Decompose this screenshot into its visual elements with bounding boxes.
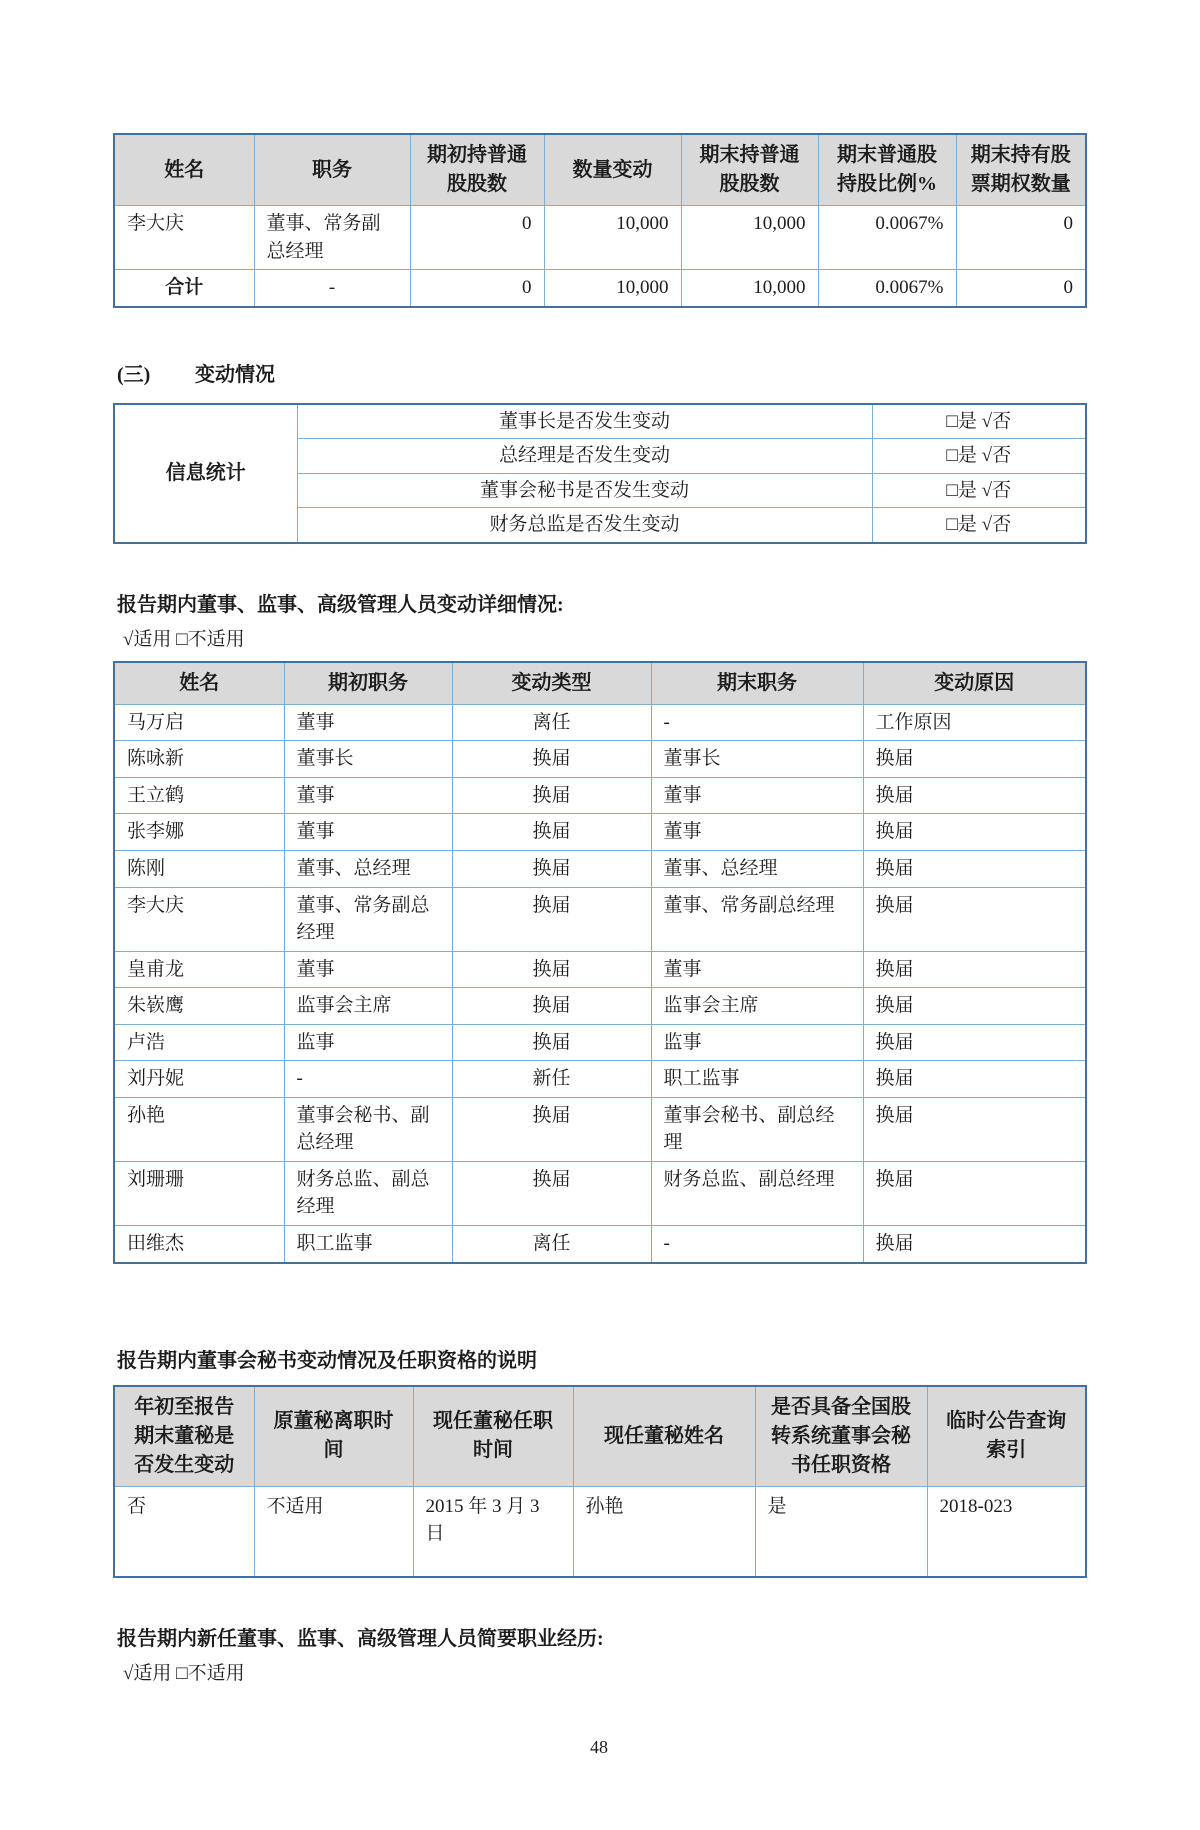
table-row xyxy=(114,814,1086,851)
section-heading xyxy=(117,358,1085,387)
cell-name: 田维杰 xyxy=(114,1226,284,1263)
table-row xyxy=(114,1161,1086,1225)
cell-end-position: 董事 xyxy=(651,814,863,851)
shareholding-table xyxy=(113,133,1087,308)
table-row xyxy=(114,1226,1086,1263)
cell-change-reason: 换届 xyxy=(863,741,1086,778)
table-row xyxy=(114,1061,1086,1098)
cell-end-position: 监事会主席 xyxy=(651,988,863,1025)
cell-change-type: 离任 xyxy=(452,704,651,741)
cell-change: 10,000 xyxy=(544,270,681,307)
cell-position: 董事、常务副总经理 xyxy=(254,206,410,270)
header-cell-change-reason: 变动原因 xyxy=(863,662,1086,705)
section-title: 变动情况 xyxy=(195,363,275,386)
cell-change-reason: 换届 xyxy=(863,851,1086,888)
header-cell-change-type: 变动类型 xyxy=(452,662,651,705)
table-row xyxy=(114,777,1086,814)
shareholding-header-row xyxy=(114,134,1086,206)
cell-former-leave-date: 不适用 xyxy=(254,1486,413,1577)
cell-change-type: 换届 xyxy=(452,1024,651,1061)
cell-name: 刘丹妮 xyxy=(114,1061,284,1098)
cell-options: 0 xyxy=(956,206,1086,270)
header-cell-former-leave-date: 原董秘离职时间 xyxy=(254,1386,413,1487)
secretary-header-row xyxy=(114,1386,1086,1487)
total-row xyxy=(114,270,1086,307)
cell-qualified: 是 xyxy=(755,1486,927,1577)
cell-change-type: 换届 xyxy=(452,988,651,1025)
cell-begin-position: 董事 xyxy=(284,777,452,814)
cell-change-type: 换届 xyxy=(452,1161,651,1225)
header-cell-position: 职务 xyxy=(254,134,410,206)
table-row xyxy=(114,741,1086,778)
header-cell-options: 期末持有股票期权数量 xyxy=(956,134,1086,206)
question-cell: 财务总监是否发生变动 xyxy=(297,508,872,543)
cell-begin-position: 董事 xyxy=(284,814,452,851)
cell-begin-position: 董事、总经理 xyxy=(284,851,452,888)
cell-name: 李大庆 xyxy=(114,887,284,951)
question-cell: 董事长是否发生变动 xyxy=(297,404,872,439)
page-number: 48 xyxy=(590,1736,608,1757)
cell-name: 马万启 xyxy=(114,704,284,741)
question-cell: 董事会秘书是否发生变动 xyxy=(297,473,872,508)
cell-end-position: 董事 xyxy=(651,777,863,814)
header-cell-begin-position: 期初职务 xyxy=(284,662,452,705)
cell-change-type: 离任 xyxy=(452,1226,651,1263)
cell-change-reason: 换届 xyxy=(863,814,1086,851)
cell-change-reason: 换届 xyxy=(863,1024,1086,1061)
cell-change-type: 换届 xyxy=(452,741,651,778)
info-statistics-label: 信息统计 xyxy=(114,404,297,543)
secretary-table xyxy=(113,1385,1087,1578)
cell-change-reason: 工作原因 xyxy=(863,704,1086,741)
cell-end-position: 董事、常务副总经理 xyxy=(651,887,863,951)
cell-changed: 否 xyxy=(114,1486,254,1577)
table-row xyxy=(114,1097,1086,1161)
cell-begin-position: 职工监事 xyxy=(284,1226,452,1263)
header-cell-announcement-index: 临时公告查询索引 xyxy=(927,1386,1086,1487)
header-cell-begin-shares: 期初持普通股股数 xyxy=(410,134,544,206)
cell-current-start-date: 2015 年 3 月 3 日 xyxy=(413,1486,573,1577)
cell-end-position: 财务总监、副总经理 xyxy=(651,1161,863,1225)
cell-end-position: 董事、总经理 xyxy=(651,851,863,888)
header-cell-end-position: 期末职务 xyxy=(651,662,863,705)
cell-change-reason: 换届 xyxy=(863,887,1086,951)
table-row xyxy=(114,988,1086,1025)
header-cell-end-ratio: 期末普通股持股比例% xyxy=(818,134,956,206)
section-number: (三) xyxy=(117,363,151,386)
cell-begin-position: 监事 xyxy=(284,1024,452,1061)
cell-begin-shares: 0 xyxy=(410,270,544,307)
cell-current-name: 孙艳 xyxy=(573,1486,755,1577)
cell-total-label: 合计 xyxy=(114,270,254,307)
cell-begin-shares: 0 xyxy=(410,206,544,270)
table-row xyxy=(114,851,1086,888)
cell-begin-position: 监事会主席 xyxy=(284,988,452,1025)
page-content xyxy=(113,133,1085,1758)
cell-begin-position: 董事、常务副总经理 xyxy=(284,887,452,951)
cell-begin-position: 董事 xyxy=(284,951,452,988)
cell-end-position: 职工监事 xyxy=(651,1061,863,1098)
cell-name: 王立鹤 xyxy=(114,777,284,814)
answer-cell: □是 √否 xyxy=(872,473,1086,508)
header-cell-change: 数量变动 xyxy=(544,134,681,206)
cell-name: 朱嵚鹰 xyxy=(114,988,284,1025)
cell-begin-position: 财务总监、副总经理 xyxy=(284,1161,452,1225)
cell-change-type: 换届 xyxy=(452,951,651,988)
table-row xyxy=(114,951,1086,988)
new-appointment-heading: 报告期内新任董事、监事、高级管理人员简要职业经历: xyxy=(117,1627,604,1650)
cell-options: 0 xyxy=(956,270,1086,307)
change-detail-heading: 报告期内董事、监事、高级管理人员变动详细情况: xyxy=(117,593,564,616)
cell-change-type: 换届 xyxy=(452,1097,651,1161)
cell-end-shares: 10,000 xyxy=(681,270,818,307)
applicability-note: √适用 □不适用 xyxy=(123,628,245,650)
answer-cell: □是 √否 xyxy=(872,404,1086,439)
table-row xyxy=(114,404,1086,439)
cell-begin-position: - xyxy=(284,1061,452,1098)
cell-change-type: 新任 xyxy=(452,1061,651,1098)
table-row xyxy=(114,704,1086,741)
table-row xyxy=(114,1486,1086,1577)
cell-end-position: 监事 xyxy=(651,1024,863,1061)
cell-end-position: 董事会秘书、副总经理 xyxy=(651,1097,863,1161)
cell-change-type: 换届 xyxy=(452,851,651,888)
cell-end-position: - xyxy=(651,1226,863,1263)
cell-end-ratio: 0.0067% xyxy=(818,270,956,307)
cell-begin-position: 董事会秘书、副总经理 xyxy=(284,1097,452,1161)
cell-end-position: 董事长 xyxy=(651,741,863,778)
header-cell-current-name: 现任董秘姓名 xyxy=(573,1386,755,1487)
table-row xyxy=(114,1024,1086,1061)
cell-name: 刘珊珊 xyxy=(114,1161,284,1225)
cell-change-reason: 换届 xyxy=(863,1097,1086,1161)
header-cell-name: 姓名 xyxy=(114,662,284,705)
header-cell-changed: 年初至报告期末董秘是否发生变动 xyxy=(114,1386,254,1487)
cell-name: 陈咏新 xyxy=(114,741,284,778)
cell-change: 10,000 xyxy=(544,206,681,270)
header-cell-end-shares: 期末持普通股股数 xyxy=(681,134,818,206)
answer-cell: □是 √否 xyxy=(872,508,1086,543)
cell-end-shares: 10,000 xyxy=(681,206,818,270)
cell-end-ratio: 0.0067% xyxy=(818,206,956,270)
cell-change-reason: 换届 xyxy=(863,988,1086,1025)
cell-change-reason: 换届 xyxy=(863,1161,1086,1225)
change-detail-table xyxy=(113,661,1087,1264)
cell-name: 张李娜 xyxy=(114,814,284,851)
change-detail-header-row xyxy=(114,662,1086,705)
answer-cell: □是 √否 xyxy=(872,439,1086,474)
cell-name: 李大庆 xyxy=(114,206,254,270)
cell-change-type: 换届 xyxy=(452,777,651,814)
question-cell: 总经理是否发生变动 xyxy=(297,439,872,474)
cell-position: - xyxy=(254,270,410,307)
cell-name: 孙艳 xyxy=(114,1097,284,1161)
cell-change-type: 换届 xyxy=(452,814,651,851)
table-row xyxy=(114,887,1086,951)
cell-change-reason: 换届 xyxy=(863,1226,1086,1263)
cell-announcement-index: 2018-023 xyxy=(927,1486,1086,1577)
header-cell-name: 姓名 xyxy=(114,134,254,206)
cell-name: 陈刚 xyxy=(114,851,284,888)
cell-change-type: 换届 xyxy=(452,887,651,951)
cell-name: 卢浩 xyxy=(114,1024,284,1061)
applicability-note: √适用 □不适用 xyxy=(123,1662,245,1684)
cell-change-reason: 换届 xyxy=(863,1061,1086,1098)
cell-change-reason: 换届 xyxy=(863,777,1086,814)
secretary-heading: 报告期内董事会秘书变动情况及任职资格的说明 xyxy=(117,1349,537,1372)
info-statistics-table xyxy=(113,403,1087,544)
cell-change-reason: 换届 xyxy=(863,951,1086,988)
cell-end-position: 董事 xyxy=(651,951,863,988)
cell-begin-position: 董事 xyxy=(284,704,452,741)
header-cell-qualified: 是否具备全国股转系统董事会秘书任职资格 xyxy=(755,1386,927,1487)
cell-end-position: - xyxy=(651,704,863,741)
header-cell-current-start-date: 现任董秘任职时间 xyxy=(413,1386,573,1487)
cell-name: 皇甫龙 xyxy=(114,951,284,988)
table-row xyxy=(114,206,1086,270)
cell-begin-position: 董事长 xyxy=(284,741,452,778)
